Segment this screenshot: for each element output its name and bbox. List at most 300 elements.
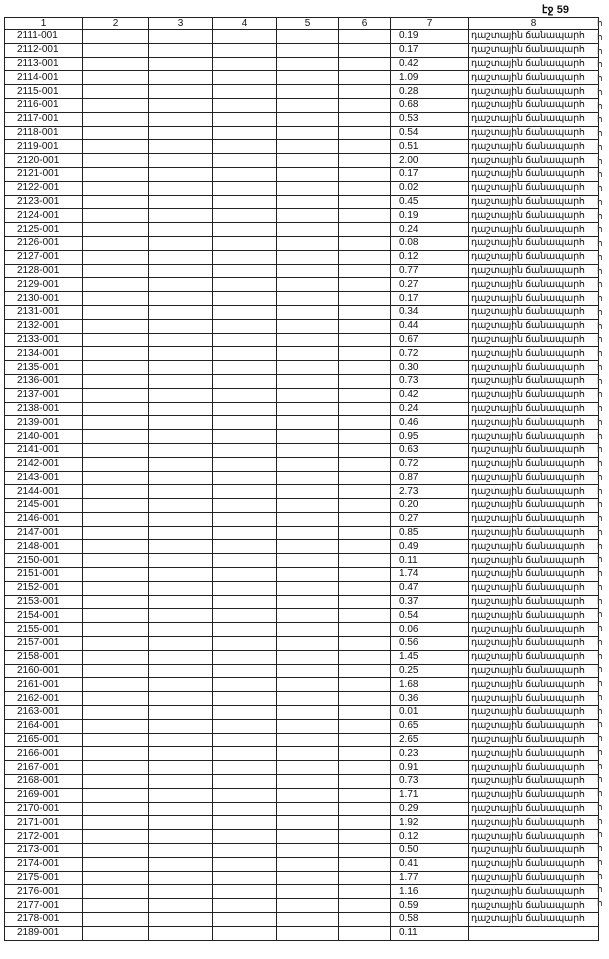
area-cell: 1.74 [391,568,469,582]
parcel-code-cell: 2163-001 [5,706,83,720]
area-cell: 0.19 [391,209,469,223]
empty-cell [277,457,339,471]
area-cell: 0.73 [391,775,469,789]
empty-cell [149,733,213,747]
area-cell: 0.02 [391,181,469,195]
empty-cell [83,678,149,692]
clipped-glyph: հ [597,609,603,620]
parcel-code-cell: 2111-001 [5,30,83,44]
empty-cell [339,595,391,609]
empty-cell [339,830,391,844]
parcel-code-cell: 2115-001 [5,85,83,99]
area-cell: 0.11 [391,554,469,568]
land-type-cell: դաշտային ճանապարհ [469,719,599,733]
empty-cell [277,844,339,858]
empty-cell [213,43,277,57]
empty-cell [149,388,213,402]
area-cell: 0.72 [391,347,469,361]
empty-cell [213,388,277,402]
clipped-glyph: հ [597,691,603,702]
empty-cell [277,98,339,112]
empty-cell [277,223,339,237]
empty-cell [149,871,213,885]
table-row [5,85,599,99]
empty-cell [277,802,339,816]
empty-cell [339,443,391,457]
empty-cell [83,154,149,168]
empty-cell [277,581,339,595]
table-row [5,250,599,264]
area-cell: 0.49 [391,540,469,554]
empty-cell [83,457,149,471]
parcel-code-cell: 2143-001 [5,471,83,485]
empty-cell [149,264,213,278]
table-row [5,788,599,802]
empty-cell [339,499,391,513]
empty-cell [83,581,149,595]
parcel-code-cell: 2128-001 [5,264,83,278]
empty-cell [83,637,149,651]
clipped-glyph: հ [597,238,603,248]
empty-cell [277,71,339,85]
area-cell: 1.09 [391,71,469,85]
empty-cell [83,595,149,609]
empty-cell [213,195,277,209]
clipped-glyph: հ [597,73,603,83]
table-row [5,512,599,526]
area-cell: 0.91 [391,761,469,775]
empty-cell [213,209,277,223]
empty-cell [213,402,277,416]
empty-cell [149,485,213,499]
area-cell: 0.17 [391,292,469,306]
empty-cell [149,857,213,871]
empty-cell [339,899,391,913]
land-type-cell: դաշտային ճանապարհ [469,126,599,140]
empty-cell [83,333,149,347]
parcel-code-cell: 2145-001 [5,499,83,513]
empty-cell [213,361,277,375]
empty-cell [277,112,339,126]
area-cell: 0.34 [391,305,469,319]
empty-cell [149,719,213,733]
empty-cell [83,761,149,775]
empty-cell [83,278,149,292]
empty-cell [339,278,391,292]
empty-cell [277,361,339,375]
land-type-cell: դաշտային ճանապարհ [469,871,599,885]
empty-cell [339,416,391,430]
empty-cell [149,319,213,333]
empty-cell [83,512,149,526]
empty-cell [339,719,391,733]
empty-cell [277,85,339,99]
empty-cell [83,223,149,237]
empty-cell [277,788,339,802]
empty-cell [149,650,213,664]
land-type-cell: դաշտային ճանապարհ [469,43,599,57]
empty-cell [277,485,339,499]
empty-cell [339,167,391,181]
empty-cell [277,830,339,844]
empty-cell [277,374,339,388]
empty-cell [149,595,213,609]
area-cell: 0.50 [391,844,469,858]
parcel-code-cell: 2146-001 [5,512,83,526]
empty-cell [277,719,339,733]
table-row [5,264,599,278]
area-cell: 0.54 [391,126,469,140]
clipped-glyph: հ [597,829,603,840]
empty-cell [213,913,277,927]
parcel-code-cell: 2118-001 [5,126,83,140]
table-row [5,775,599,789]
empty-cell [213,98,277,112]
column-header-7: 7 [391,18,469,30]
empty-cell [213,719,277,733]
empty-cell [149,706,213,720]
land-type-cell: դաշտային ճանապարհ [469,457,599,471]
empty-cell [149,526,213,540]
table-row [5,706,599,720]
empty-cell [213,292,277,306]
table-row [5,416,599,430]
parcel-code-cell: 2154-001 [5,609,83,623]
parcel-code-cell: 2144-001 [5,485,83,499]
table-row [5,678,599,692]
parcel-code-cell: 2174-001 [5,857,83,871]
empty-cell [339,195,391,209]
parcel-code-cell: 2126-001 [5,236,83,250]
parcel-code-cell: 2167-001 [5,761,83,775]
parcel-code-cell: 2124-001 [5,209,83,223]
clipped-glyph: հ [597,471,603,482]
parcel-code-cell: 2189-001 [5,926,83,940]
parcel-code-cell: 2173-001 [5,844,83,858]
parcel-code-cell: 2166-001 [5,747,83,761]
parcel-code-cell: 2116-001 [5,98,83,112]
empty-cell [277,871,339,885]
empty-cell [213,71,277,85]
table-row [5,98,599,112]
empty-cell [339,775,391,789]
land-type-cell: դաշտային ճանապարհ [469,485,599,499]
land-type-cell: դաշտային ճանապարհ [469,305,599,319]
area-cell: 0.27 [391,278,469,292]
empty-cell [339,471,391,485]
parcel-code-cell: 2171-001 [5,816,83,830]
clipped-glyph: հ [597,705,603,716]
empty-cell [83,430,149,444]
area-cell: 2.73 [391,485,469,499]
empty-cell [83,540,149,554]
clipped-glyph: հ [597,843,603,853]
clipped-glyph: հ [597,746,603,757]
parcel-code-cell: 2131-001 [5,305,83,319]
clipped-glyph: հ [597,485,603,496]
empty-cell [277,292,339,306]
empty-cell [149,830,213,844]
empty-cell [83,526,149,540]
empty-cell [277,471,339,485]
empty-cell [339,112,391,126]
column-header-6: 6 [339,18,391,30]
empty-cell [83,443,149,457]
empty-cell [83,899,149,913]
land-type-cell: դաշտային ճանապարհ [469,181,599,195]
clipped-glyph: հ [597,856,603,867]
empty-cell [213,512,277,526]
empty-cell [277,761,339,775]
table-row [5,443,599,457]
empty-cell [213,692,277,706]
empty-cell [339,761,391,775]
empty-cell [83,195,149,209]
empty-cell [149,236,213,250]
empty-cell [213,181,277,195]
empty-cell [339,485,391,499]
clipped-glyph: հ [597,650,603,661]
empty-cell [339,678,391,692]
area-cell: 0.12 [391,830,469,844]
empty-cell [149,885,213,899]
empty-cell [213,623,277,637]
empty-cell [213,333,277,347]
empty-cell [149,802,213,816]
land-parcel-table [4,17,599,941]
land-type-cell: դաշտային ճանապարհ [469,581,599,595]
empty-cell [213,816,277,830]
table-row [5,664,599,678]
empty-cell [277,664,339,678]
clipped-glyph: հ [597,265,603,276]
empty-cell [149,457,213,471]
empty-cell [339,913,391,927]
land-type-cell: դաշտային ճանապարհ [469,816,599,830]
clipped-glyph: հ [597,416,603,427]
area-cell: 0.41 [391,857,469,871]
clipped-text-column [597,17,609,911]
empty-cell [83,885,149,899]
parcel-code-cell: 2164-001 [5,719,83,733]
parcel-code-cell: 2176-001 [5,885,83,899]
empty-cell [277,733,339,747]
empty-cell [149,775,213,789]
area-cell: 0.24 [391,402,469,416]
clipped-glyph: հ [597,540,603,551]
empty-cell [83,802,149,816]
area-cell: 0.29 [391,802,469,816]
empty-cell [149,581,213,595]
table-row [5,802,599,816]
clipped-glyph: հ [597,45,603,56]
empty-cell [277,264,339,278]
parcel-code-cell: 2121-001 [5,167,83,181]
parcel-code-cell: 2148-001 [5,540,83,554]
parcel-code-cell: 2150-001 [5,554,83,568]
parcel-code-cell: 2155-001 [5,623,83,637]
empty-cell [149,278,213,292]
table-row [5,319,599,333]
empty-cell [149,471,213,485]
area-cell: 0.20 [391,499,469,513]
empty-cell [149,416,213,430]
land-type-cell: դաշտային ճանապարհ [469,319,599,333]
table-row [5,581,599,595]
table-row [5,374,599,388]
table-row [5,126,599,140]
empty-cell [149,443,213,457]
column-header-1: 1 [5,18,83,30]
empty-cell [339,692,391,706]
table-row [5,623,599,637]
empty-cell [83,361,149,375]
area-cell: 0.87 [391,471,469,485]
empty-cell [339,568,391,582]
table-row [5,871,599,885]
empty-cell [149,98,213,112]
area-cell: 0.17 [391,43,469,57]
area-cell: 0.68 [391,98,469,112]
empty-cell [339,457,391,471]
table-row [5,857,599,871]
empty-cell [277,926,339,940]
empty-cell [213,678,277,692]
clipped-glyph: հ [597,210,603,221]
empty-cell [149,637,213,651]
empty-cell [339,926,391,940]
empty-cell [339,816,391,830]
clipped-glyph: հ [597,114,603,125]
clipped-glyph: հ [597,86,603,97]
land-type-cell: դաշտային ճանապարհ [469,844,599,858]
empty-cell [277,692,339,706]
parcel-code-cell: 2117-001 [5,112,83,126]
land-type-cell: դաշտային ճանապարհ [469,223,599,237]
land-type-cell: դաշտային ճանապարհ [469,830,599,844]
empty-cell [83,775,149,789]
empty-cell [83,844,149,858]
area-cell: 0.53 [391,112,469,126]
land-type-cell: դաշտային ճանապարհ [469,650,599,664]
empty-cell [149,223,213,237]
land-type-cell: դաշտային ճանապարհ [469,540,599,554]
area-cell: 0.85 [391,526,469,540]
empty-cell [149,512,213,526]
area-cell: 0.19 [391,30,469,44]
empty-cell [277,568,339,582]
empty-cell [277,167,339,181]
parcel-code-cell: 2153-001 [5,595,83,609]
table-row [5,485,599,499]
empty-cell [149,126,213,140]
parcel-code-cell: 2172-001 [5,830,83,844]
empty-cell [83,71,149,85]
area-cell: 2.00 [391,154,469,168]
empty-cell [213,85,277,99]
clipped-glyph: հ [597,884,603,895]
empty-cell [213,430,277,444]
empty-cell [149,664,213,678]
land-type-cell: դաշտային ճանապարհ [469,85,599,99]
clipped-glyph: հ [597,499,603,510]
empty-cell [277,250,339,264]
empty-cell [83,43,149,57]
empty-cell [213,664,277,678]
empty-cell [277,857,339,871]
clipped-glyph: հ [597,155,603,166]
empty-cell [149,195,213,209]
empty-cell [339,292,391,306]
empty-cell [83,209,149,223]
clipped-glyph: հ [597,279,603,290]
empty-cell [83,554,149,568]
table-row [5,333,599,347]
empty-cell [149,361,213,375]
parcel-code-cell: 2139-001 [5,416,83,430]
empty-cell [149,112,213,126]
clipped-glyph: հ [597,430,603,441]
area-cell: 0.59 [391,899,469,913]
area-cell: 0.37 [391,595,469,609]
empty-cell [339,540,391,554]
clipped-glyph: հ [597,334,603,345]
land-type-cell: դաշտային ճանապարհ [469,154,599,168]
table-row [5,167,599,181]
land-type-cell: դաշտային ճանապարհ [469,637,599,651]
clipped-glyph: հ [597,141,603,152]
table-row [5,388,599,402]
empty-cell [339,664,391,678]
parcel-code-cell: 2120-001 [5,154,83,168]
empty-cell [339,126,391,140]
parcel-code-cell: 2162-001 [5,692,83,706]
table-row [5,292,599,306]
land-type-cell: դաշտային ճանապարհ [469,512,599,526]
area-cell: 0.95 [391,430,469,444]
table-row [5,347,599,361]
table-row [5,278,599,292]
parcel-code-cell: 2165-001 [5,733,83,747]
empty-cell [339,637,391,651]
parcel-code-cell: 2123-001 [5,195,83,209]
empty-cell [213,581,277,595]
empty-cell [339,43,391,57]
clipped-glyph: հ [597,636,603,647]
empty-cell [213,526,277,540]
land-type-cell: դաշտային ճանապարհ [469,112,599,126]
empty-cell [83,250,149,264]
table-row [5,595,599,609]
empty-cell [213,57,277,71]
empty-cell [149,623,213,637]
empty-cell [213,126,277,140]
table-row [5,913,599,927]
empty-cell [83,167,149,181]
table-row [5,471,599,485]
empty-cell [149,761,213,775]
empty-cell [83,609,149,623]
empty-cell [213,374,277,388]
empty-cell [213,154,277,168]
empty-cell [339,623,391,637]
parcel-code-cell: 2134-001 [5,347,83,361]
empty-cell [213,871,277,885]
empty-cell [149,402,213,416]
empty-cell [277,236,339,250]
land-type-cell: դաշտային ճանապարհ [469,388,599,402]
land-type-cell: դաշտային ճանապարհ [469,706,599,720]
